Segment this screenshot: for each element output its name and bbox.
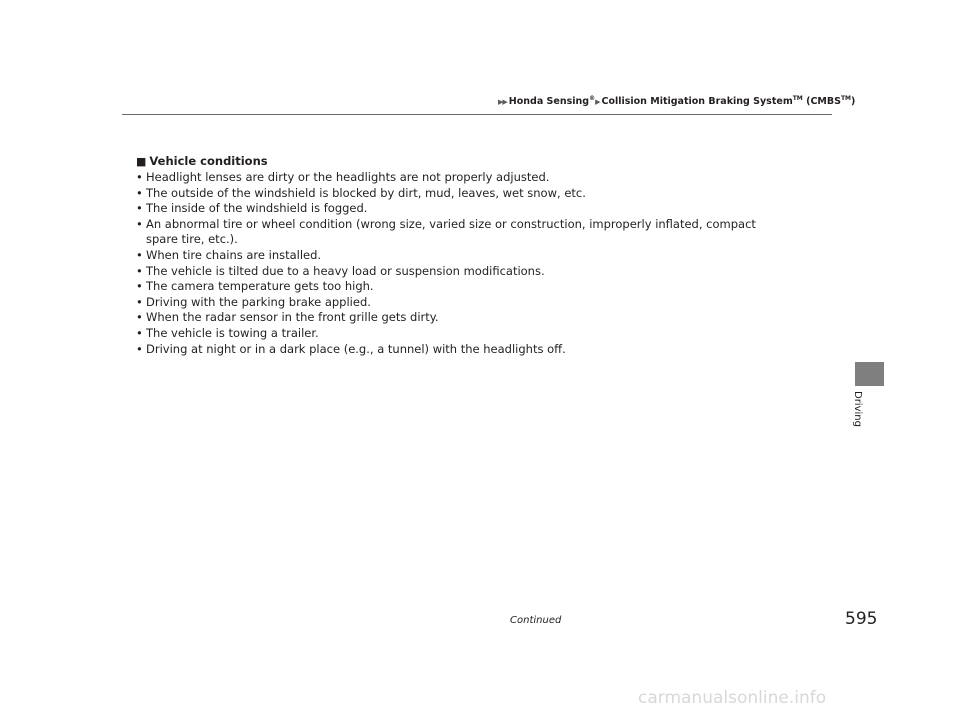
list-item: • An abnormal tire or wheel condition (wrong size, varied size or construction, improperly inflated, compact spare tire, etc.). [136, 216, 756, 247]
breadcrumb-arrow-icon: ▶▶ [498, 98, 507, 107]
section-heading [136, 154, 776, 169]
bullet-icon: • [136, 247, 143, 262]
trademark-mark: TM [840, 95, 852, 102]
list-item: • When tire chains are installed. [136, 247, 322, 262]
page-number: 595 [845, 609, 878, 629]
breadcrumb [498, 95, 855, 107]
chapter-tab [855, 362, 884, 386]
bullet-icon: • [136, 201, 143, 216]
breadcrumb-cmbs: Collision Mitigation Braking System [601, 96, 793, 108]
vehicle-conditions-section [136, 154, 776, 357]
list-item: • The vehicle is tilted due to a heavy load or suspension modifications. [136, 263, 545, 278]
section-title: Vehicle conditions [149, 154, 268, 168]
breadcrumb-cmbs-abbrev: (CMBS [802, 96, 841, 108]
list-item: • The outside of the windshield is blocked by dirt, mud, leaves, wet snow, etc. [136, 185, 586, 200]
list-item: • When the radar sensor in the front grille gets dirty. [136, 310, 439, 325]
list-item: • The inside of the windshield is fogged. [136, 201, 368, 216]
bullet-icon: • [136, 279, 143, 294]
bullet-icon: • [136, 170, 143, 184]
conditions-list [136, 170, 776, 357]
bullet-icon: • [136, 325, 143, 340]
registered-mark: ® [589, 95, 596, 102]
list-item: • The camera temperature gets too high. [136, 279, 374, 294]
trademark-mark: TM [792, 95, 803, 102]
continued-label: Continued [510, 615, 562, 626]
list-item: • Driving at night or in a dark place (e.g., a tunnel) with the headlights off. [136, 341, 566, 356]
list-item: • The vehicle is towing a trailer. [136, 325, 319, 340]
breadcrumb-close-paren: ) [851, 96, 856, 108]
bullet-icon: • [136, 216, 143, 231]
breadcrumb-honda-sensing: Honda Sensing [508, 96, 590, 108]
bullet-icon: • [136, 185, 143, 200]
watermark: carmanualsonline.info [638, 688, 827, 708]
chapter-tab-label: Driving [852, 391, 863, 427]
bullet-icon: • [136, 310, 143, 325]
list-item: • Driving with the parking brake applied. [136, 294, 371, 309]
list-item: • Headlight lenses are dirty or the headlights are not properly adjusted. [136, 170, 550, 184]
section-marker-icon: ■ [136, 155, 147, 168]
bullet-icon: • [136, 294, 143, 309]
bullet-icon: • [136, 263, 143, 278]
breadcrumb-arrow-icon: ▶ [595, 98, 600, 107]
header-divider [122, 114, 832, 115]
bullet-icon: • [136, 341, 143, 356]
